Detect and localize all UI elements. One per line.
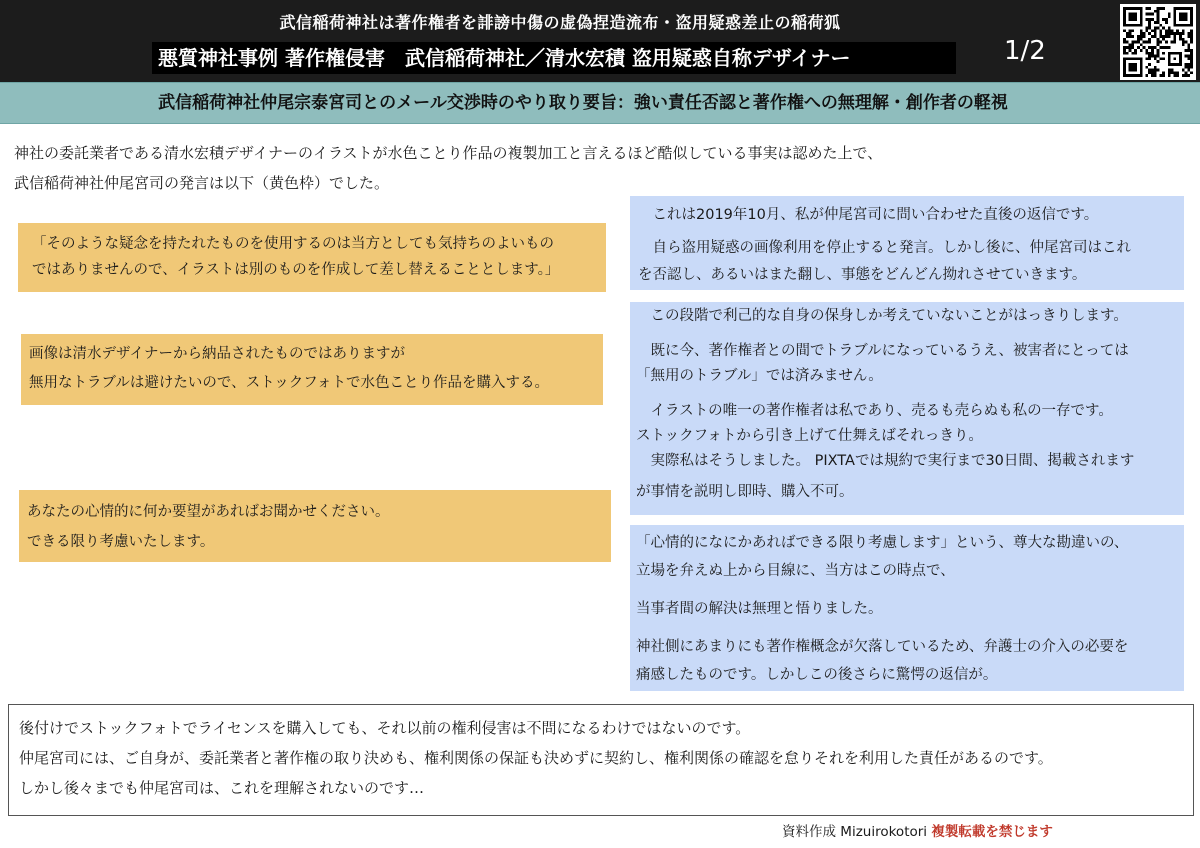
copy-warning: 複製転載を禁じます <box>931 824 1053 840</box>
quote-line: 画像は清水デザイナーから納品されたものではありますが <box>29 346 405 362</box>
quote-line: 「そのような疑念を持たれたものを使用するのは当方としても気持ちのよいもの <box>32 236 554 252</box>
comment-line: ストックフォトから引き上げて仕舞えばそれっきり。 <box>636 428 983 444</box>
comment-line: この段階で利己的な自身の保身しか考えていないことがはっきりします。 <box>636 308 1128 324</box>
intro-line: 神社の委託業者である清水宏積デザイナーのイラストが水色ことり作品の複製加工と言えるほど酷似している事実は認めた上で、 <box>14 144 883 162</box>
footer-credit <box>782 820 1053 840</box>
comment-line: が事情を説明し即時、購入不可。 <box>636 484 854 500</box>
quote-line: あなたの心情的に何か要望があればお聞かせください。 <box>27 504 390 520</box>
priest-quote-box <box>21 334 603 405</box>
comment-line: イラストの唯一の著作権者は私であり、売るも売らぬも私の一存です。 <box>636 403 1113 419</box>
header-bar <box>0 0 1200 82</box>
author-comment-box <box>630 196 1184 290</box>
comment-line: 痛感したものです。しかしこの後さらに驚愕の返信が。 <box>636 667 998 683</box>
main-title: 悪質神社事例 著作権侵害 武信稲荷神社／清水宏積 盗用疑惑自称デザイナー <box>152 42 956 74</box>
conclusion-line: 後付けでストックフォトでライセンスを購入しても、それ以前の権利侵害は不問になるわけではないのです。 <box>19 719 751 737</box>
quote-line: できる限り考慮いたします。 <box>27 534 215 550</box>
comment-line: 「心情的になにかあればできる限り考慮します」という、尊大な勘違いの、 <box>636 535 1129 551</box>
comment-line: 立場を弁えぬ上から目線に、当方はこの時点で、 <box>636 563 955 579</box>
intro-paragraph <box>14 138 1184 198</box>
subtitle-bar <box>0 82 1200 124</box>
qr-code-icon <box>1120 4 1196 80</box>
conclusion-line: しかし後々までも仲尾宮司は、これを理解されないのです… <box>19 779 425 797</box>
intro-line: 武信稲荷神社仲尾宮司の発言は以下（黄色枠）でした。 <box>14 174 390 192</box>
comment-line: 当事者間の解決は無理と悟りました。 <box>636 601 883 617</box>
comment-line: 実際私はそうしました。 PIXTAでは規約で実行まで30日間、掲載されます <box>636 453 1135 469</box>
conclusion-line: 仲尾宮司には、ご自身が、委託業者と著作権の取り決めも、権利関係の保証も決めずに契約し、権利関係の確認を怠りそれを利用した責任があるのです。 <box>19 749 1053 767</box>
comment-line: 既に今、著作権者との間でトラブルになっているうえ、被害者にとっては <box>636 343 1129 359</box>
comment-line: 神社側にあまりにも著作権概念が欠落しているため、弁護士の介入の必要を <box>636 639 1129 655</box>
conclusion-box <box>8 704 1194 816</box>
comment-line: これは2019年10月、私が仲尾宮司に問い合わせた直後の返信です。 <box>638 207 1099 223</box>
author-comment-box <box>630 302 1184 515</box>
priest-quote-box <box>19 490 611 562</box>
author-comment-box <box>630 525 1184 691</box>
comment-line: 自ら盗用疑惑の画像利用を停止すると発言。しかし後に、仲尾宮司はこれ <box>638 240 1131 256</box>
credit-text: 資料作成 Mizuirokotori <box>782 824 932 840</box>
priest-quote-box <box>18 223 606 292</box>
comment-line: を否認し、あるいはまた翻し、事態をどんどん拗れさせていきます。 <box>638 267 1087 283</box>
comment-line: 「無用のトラブル」では済みません。 <box>636 368 883 384</box>
page-number: 1/2 <box>1004 36 1046 66</box>
quote-line: 無用なトラブルは避けたいので、ストックフォトで水色ことり作品を購入する。 <box>29 375 549 391</box>
quote-line: ではありませんので、イラストは別のものを作成して差し替えることとします。」 <box>32 262 560 278</box>
header-top-line: 武信稲荷神社は著作権者を誹謗中傷の虚偽捏造流布・盗用疑惑差止の稲荷狐 <box>279 13 841 32</box>
subtitle: 武信稲荷神社仲尾宗泰宮司とのメール交渉時のやり取り要旨：強い責任否認と著作権への無理解・創作者の軽視 <box>158 93 1008 113</box>
